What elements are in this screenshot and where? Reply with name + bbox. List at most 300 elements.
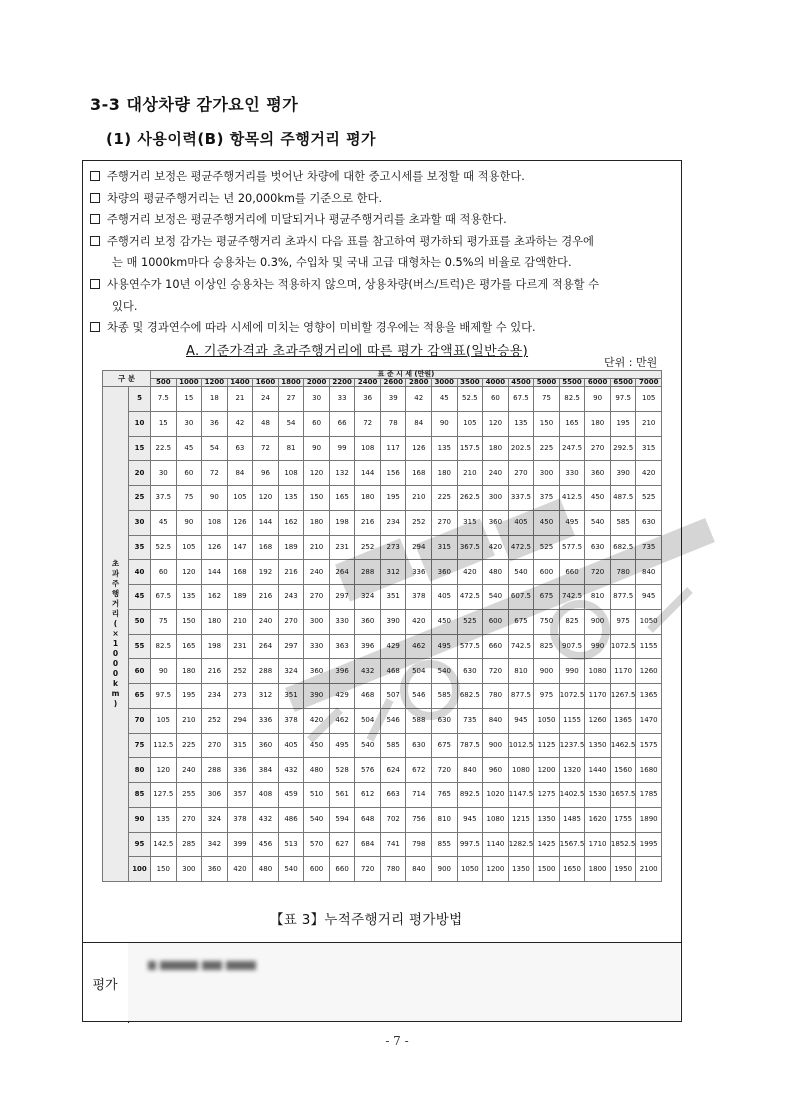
table-cell: 225 [534, 436, 560, 461]
table-cell: 540 [304, 807, 330, 832]
table-cell: 30 [176, 411, 202, 436]
table-cell: 780 [610, 560, 636, 585]
table-cell: 39 [380, 387, 406, 412]
table-cell: 540 [483, 585, 509, 610]
table-cell: 60 [304, 411, 330, 436]
table-cell: 1140 [483, 832, 509, 857]
table-cell: 360 [432, 560, 458, 585]
table-cell: 189 [227, 585, 253, 610]
table-cell: 112.5 [151, 733, 177, 758]
table-cell: 135 [278, 486, 304, 511]
table-cell: 840 [636, 560, 662, 585]
table-cell: 1050 [457, 857, 483, 882]
table-cell: 15 [151, 411, 177, 436]
table-cell: 525 [534, 535, 560, 560]
bullet-item [90, 188, 680, 210]
table-cell: 513 [278, 832, 304, 857]
table-cell: 195 [176, 684, 202, 709]
table-cell: 960 [483, 758, 509, 783]
table-cell: 1125 [534, 733, 560, 758]
table-cell: 1080 [483, 807, 509, 832]
table-cell: 264 [329, 560, 355, 585]
table-cell: 462 [329, 708, 355, 733]
table-cell: 810 [432, 807, 458, 832]
table-cell: 216 [202, 659, 228, 684]
table-cell: 1620 [585, 807, 611, 832]
table-cell: 150 [534, 411, 560, 436]
table-cell: 210 [457, 461, 483, 486]
table-cell: 378 [278, 708, 304, 733]
bullet-continuation: 있다. [112, 299, 138, 313]
table-cell: 735 [636, 535, 662, 560]
table-cell: 336 [227, 758, 253, 783]
table-cell: 270 [176, 807, 202, 832]
table-cell: 577.5 [559, 535, 585, 560]
table-cell: 97.5 [151, 684, 177, 709]
table-title: A. 기준가격과 초과주행거리에 따른 평가 감액표(일반승용) [186, 344, 529, 359]
table-cell: 594 [329, 807, 355, 832]
table-cell: 432 [253, 807, 279, 832]
bullet-text: 주행거리 보정은 평균주행거리에 미달되거나 평균주행거리를 초과할 때 적용한다. [107, 213, 507, 227]
table-cell: 231 [329, 535, 355, 560]
table-cell: 67.5 [151, 585, 177, 610]
table-cell: 630 [406, 733, 432, 758]
checkbox-square-icon [90, 171, 100, 181]
table-cell: 180 [304, 510, 330, 535]
table-cell: 48 [253, 411, 279, 436]
table-cell: 90 [304, 436, 330, 461]
table-cell: 360 [202, 857, 228, 882]
table-cell: 1350 [508, 857, 534, 882]
row-km-label: 20 [129, 461, 151, 486]
table-cell: 540 [432, 659, 458, 684]
table-cell: 420 [227, 857, 253, 882]
table-cell: 1320 [559, 758, 585, 783]
table-cell: 1020 [483, 783, 509, 808]
table-cell: 324 [202, 807, 228, 832]
row-km-label: 40 [129, 560, 151, 585]
table-cell: 1260 [585, 708, 611, 733]
table-cell: 405 [508, 510, 534, 535]
table-cell: 210 [406, 486, 432, 511]
row-km-label: 45 [129, 585, 151, 610]
table-cell: 510 [304, 783, 330, 808]
table-cell: 127.5 [151, 783, 177, 808]
table-cell: 42 [227, 411, 253, 436]
table-cell: 135 [151, 807, 177, 832]
bullet-text: 차종 및 경과연수에 따라 시세에 미치는 영향이 미비할 경우에는 적용을 배제할 수 있다. [107, 321, 536, 335]
table-cell: 360 [585, 461, 611, 486]
table-cell: 135 [508, 411, 534, 436]
table-cell: 480 [304, 758, 330, 783]
bullet-item [90, 317, 680, 339]
table-cell: 1657.5 [610, 783, 636, 808]
table-cell: 720 [483, 659, 509, 684]
price-column-header: 1800 [278, 379, 304, 387]
table-cell: 120 [176, 560, 202, 585]
table-cell: 1012.5 [508, 733, 534, 758]
table-cell: 120 [253, 486, 279, 511]
table-cell: 855 [432, 832, 458, 857]
table-cell: 162 [202, 585, 228, 610]
table-cell: 2100 [636, 857, 662, 882]
checkbox-square-icon [90, 279, 100, 289]
table-cell: 330 [304, 634, 330, 659]
depreciation-table [102, 370, 662, 882]
table-cell: 1567.5 [559, 832, 585, 857]
table-cell: 300 [176, 857, 202, 882]
table-cell: 1170 [610, 659, 636, 684]
table-cell: 675 [432, 733, 458, 758]
table-cell: 945 [508, 708, 534, 733]
price-column-header: 1400 [227, 379, 253, 387]
table-cell: 262.5 [457, 486, 483, 511]
price-column-header: 6000 [585, 379, 611, 387]
table-cell: 390 [610, 461, 636, 486]
table-cell: 1995 [636, 832, 662, 857]
table-cell: 312 [380, 560, 406, 585]
table-cell: 450 [304, 733, 330, 758]
table-cell: 1050 [534, 708, 560, 733]
table-cell: 90 [202, 486, 228, 511]
table-cell: 240 [253, 609, 279, 634]
table-cell: 105 [227, 486, 253, 511]
table-cell: 577.5 [457, 634, 483, 659]
table-cell: 798 [406, 832, 432, 857]
table-cell: 630 [636, 510, 662, 535]
table-cell: 33 [329, 387, 355, 412]
table-cell: 997.5 [457, 832, 483, 857]
table-cell: 45 [176, 436, 202, 461]
table-cell: 210 [227, 609, 253, 634]
table-row [103, 832, 662, 857]
unit-label: 단위 : 만원 [604, 356, 658, 369]
table-cell: 1470 [636, 708, 662, 733]
table-cell: 351 [380, 585, 406, 610]
table-cell: 900 [585, 609, 611, 634]
table-cell: 1800 [585, 857, 611, 882]
price-column-header: 7000 [636, 379, 662, 387]
table-cell: 546 [406, 684, 432, 709]
table-cell: 202.5 [508, 436, 534, 461]
table-cell: 105 [176, 535, 202, 560]
bullet-text: 차량의 평균주행거리는 년 20,000km를 기준으로 한다. [107, 191, 383, 205]
table-cell: 120 [304, 461, 330, 486]
table-cell: 96 [253, 461, 279, 486]
table-cell: 742.5 [508, 634, 534, 659]
table-cell: 900 [534, 659, 560, 684]
table-cell: 135 [432, 436, 458, 461]
table-row [103, 609, 662, 634]
table-cell: 150 [151, 857, 177, 882]
table-cell: 472.5 [457, 585, 483, 610]
table-cell: 405 [432, 585, 458, 610]
table-cell: 135 [176, 585, 202, 610]
table-cell: 192 [253, 560, 279, 585]
table-cell: 84 [406, 411, 432, 436]
table-cell: 42 [406, 387, 432, 412]
bullet-item [90, 274, 680, 296]
subsection-title: (1) 사용이력(B) 항목의 주행거리 평가 [106, 130, 377, 148]
table-cell: 52.5 [151, 535, 177, 560]
table-cell: 750 [534, 609, 560, 634]
table-cell: 37.5 [151, 486, 177, 511]
table-cell: 21 [227, 387, 253, 412]
table-cell: 900 [432, 857, 458, 882]
table-cell: 66 [329, 411, 355, 436]
table-cell: 585 [432, 684, 458, 709]
table-cell: 315 [636, 436, 662, 461]
table-cell: 225 [176, 733, 202, 758]
table-cell: 240 [304, 560, 330, 585]
table-cell: 1080 [585, 659, 611, 684]
table-cell: 660 [483, 634, 509, 659]
table-cell: 168 [227, 560, 253, 585]
table-cell: 507 [380, 684, 406, 709]
table-cell: 270 [202, 733, 228, 758]
table-cell: 1200 [483, 857, 509, 882]
table-cell: 1350 [534, 807, 560, 832]
table-cell: 270 [432, 510, 458, 535]
section-title: 3-3 대상차량 감가요인 평가 [90, 95, 299, 114]
table-cell: 585 [380, 733, 406, 758]
table-cell: 1282.5 [508, 832, 534, 857]
price-column-header: 1200 [202, 379, 228, 387]
redacted-text [148, 955, 296, 969]
table-cell: 97.5 [610, 387, 636, 412]
table-cell: 117 [380, 436, 406, 461]
table-cell: 720 [585, 560, 611, 585]
table-row [103, 486, 662, 511]
table-cell: 270 [508, 461, 534, 486]
table-cell: 624 [380, 758, 406, 783]
price-column-header: 4000 [483, 379, 509, 387]
table-cell: 420 [406, 609, 432, 634]
table-cell: 765 [432, 783, 458, 808]
table-cell: 504 [406, 659, 432, 684]
checkbox-square-icon [90, 214, 100, 224]
table-cell: 607.5 [508, 585, 534, 610]
table-cell: 375 [534, 486, 560, 511]
price-column-header: 2200 [329, 379, 355, 387]
table-cell: 432 [278, 758, 304, 783]
table-cell: 30 [151, 461, 177, 486]
checkbox-square-icon [90, 193, 100, 203]
table-cell: 360 [304, 659, 330, 684]
table-cell: 150 [176, 609, 202, 634]
table-cell: 120 [483, 411, 509, 436]
table-cell: 67.5 [508, 387, 534, 412]
table-cell: 1365 [610, 708, 636, 733]
table-cell: 877.5 [508, 684, 534, 709]
table-cell: 682.5 [457, 684, 483, 709]
table-cell: 612 [355, 783, 381, 808]
row-km-label: 15 [129, 436, 151, 461]
table-row [103, 585, 662, 610]
price-column-header: 3500 [457, 379, 483, 387]
table-row [103, 783, 662, 808]
table-cell: 1170 [585, 684, 611, 709]
table-cell: 486 [278, 807, 304, 832]
table-cell: 216 [253, 585, 279, 610]
table-cell: 142.5 [151, 832, 177, 857]
table-cell: 252 [227, 659, 253, 684]
table-cell: 399 [227, 832, 253, 857]
table-row [103, 387, 662, 412]
table-cell: 24 [253, 387, 279, 412]
table-cell: 975 [610, 609, 636, 634]
table-cell: 75 [534, 387, 560, 412]
table-cell: 1215 [508, 807, 534, 832]
table-row [103, 510, 662, 535]
table-cell: 189 [278, 535, 304, 560]
table-cell: 1080 [508, 758, 534, 783]
table-cell: 330 [329, 609, 355, 634]
table-cell: 487.5 [610, 486, 636, 511]
table-cell: 126 [406, 436, 432, 461]
table-cell: 630 [457, 659, 483, 684]
price-column-header: 3000 [432, 379, 458, 387]
bullet-item [90, 209, 680, 231]
price-column-header: 1600 [253, 379, 279, 387]
table-cell: 60 [483, 387, 509, 412]
table-row [103, 461, 662, 486]
table-cell: 420 [636, 461, 662, 486]
table-cell: 1147.5 [508, 783, 534, 808]
table-cell: 234 [202, 684, 228, 709]
table-cell: 144 [355, 461, 381, 486]
table-cell: 180 [355, 486, 381, 511]
table-cell: 351 [278, 684, 304, 709]
table-cell: 1275 [534, 783, 560, 808]
table-cell: 1072.5 [559, 684, 585, 709]
table-cell: 60 [151, 560, 177, 585]
table-cell: 429 [380, 634, 406, 659]
table-cell: 1852.5 [610, 832, 636, 857]
row-km-label: 65 [129, 684, 151, 709]
row-km-label: 10 [129, 411, 151, 436]
table-cell: 324 [278, 659, 304, 684]
table-cell: 78 [380, 411, 406, 436]
row-km-label: 5 [129, 387, 151, 412]
table-cell: 787.5 [457, 733, 483, 758]
table-cell: 45 [151, 510, 177, 535]
row-km-label: 85 [129, 783, 151, 808]
price-column-header: 2000 [304, 379, 330, 387]
table-cell: 315 [432, 535, 458, 560]
table-cell: 525 [457, 609, 483, 634]
table-cell: 63 [227, 436, 253, 461]
table-cell: 408 [253, 783, 279, 808]
table-cell: 22.5 [151, 436, 177, 461]
table-cell: 714 [406, 783, 432, 808]
table-cell: 1440 [585, 758, 611, 783]
table-cell: 468 [380, 659, 406, 684]
table-cell: 892.5 [457, 783, 483, 808]
table-cell: 675 [534, 585, 560, 610]
table-cell: 54 [202, 436, 228, 461]
table-cell: 216 [355, 510, 381, 535]
bullet-continuation: 는 매 1000km마다 승용차는 0.3%, 수입차 및 국내 고급 대형차는 0.5%의 비율로 감액한다. [112, 256, 572, 270]
table-cell: 780 [483, 684, 509, 709]
table-cell: 741 [380, 832, 406, 857]
evaluation-label: 평가 [82, 943, 129, 1023]
table-cell: 1575 [636, 733, 662, 758]
table-cell: 585 [610, 510, 636, 535]
table-caption: 【표 3】누적주행거리 평가방법 [270, 912, 463, 928]
table-cell: 144 [202, 560, 228, 585]
table-cell: 18 [202, 387, 228, 412]
table-cell: 90 [432, 411, 458, 436]
table-row [103, 708, 662, 733]
table-cell: 546 [380, 708, 406, 733]
table-cell: 294 [227, 708, 253, 733]
table-cell: 72 [202, 461, 228, 486]
table-cell: 144 [253, 510, 279, 535]
table-cell: 84 [227, 461, 253, 486]
table-row [103, 684, 662, 709]
table-cell: 1425 [534, 832, 560, 857]
table-cell: 90 [585, 387, 611, 412]
bullet-text: 주행거리 보정 감가는 평균주행거리 초과시 다음 표를 참고하여 평가하되 평가표를 초과하는 경우에 [107, 234, 594, 248]
table-row [103, 659, 662, 684]
table-cell: 576 [355, 758, 381, 783]
table-cell: 165 [559, 411, 585, 436]
table-cell: 324 [355, 585, 381, 610]
table-cell: 780 [380, 857, 406, 882]
row-km-label: 90 [129, 807, 151, 832]
table-cell: 180 [483, 436, 509, 461]
table-cell: 1267.5 [610, 684, 636, 709]
table-cell: 462 [406, 634, 432, 659]
table-cell: 561 [329, 783, 355, 808]
table-cell: 270 [304, 585, 330, 610]
table-cell: 367.5 [457, 535, 483, 560]
table-cell: 306 [202, 783, 228, 808]
row-km-label: 60 [129, 659, 151, 684]
row-km-label: 50 [129, 609, 151, 634]
table-cell: 252 [355, 535, 381, 560]
checkbox-square-icon [90, 322, 100, 332]
table-cell: 1072.5 [610, 634, 636, 659]
table-cell: 210 [176, 708, 202, 733]
table-cell: 243 [278, 585, 304, 610]
table-cell: 1402.5 [559, 783, 585, 808]
table-cell: 1755 [610, 807, 636, 832]
price-columns-row [103, 379, 662, 387]
table-cell: 255 [176, 783, 202, 808]
price-column-header: 5000 [534, 379, 560, 387]
table-cell: 1155 [636, 634, 662, 659]
bullet-list [90, 166, 680, 339]
table-cell: 660 [559, 560, 585, 585]
table-cell: 36 [355, 387, 381, 412]
table-cell: 675 [508, 609, 534, 634]
table-cell: 126 [227, 510, 253, 535]
table-cell: 627 [329, 832, 355, 857]
table-cell: 840 [483, 708, 509, 733]
table-cell: 360 [483, 510, 509, 535]
table-cell: 540 [278, 857, 304, 882]
table-cell: 99 [329, 436, 355, 461]
table-cell: 756 [406, 807, 432, 832]
table-row [103, 436, 662, 461]
table-cell: 1485 [559, 807, 585, 832]
table-cell: 180 [176, 659, 202, 684]
table-cell: 300 [304, 609, 330, 634]
table-cell: 450 [432, 609, 458, 634]
table-cell: 252 [406, 510, 432, 535]
